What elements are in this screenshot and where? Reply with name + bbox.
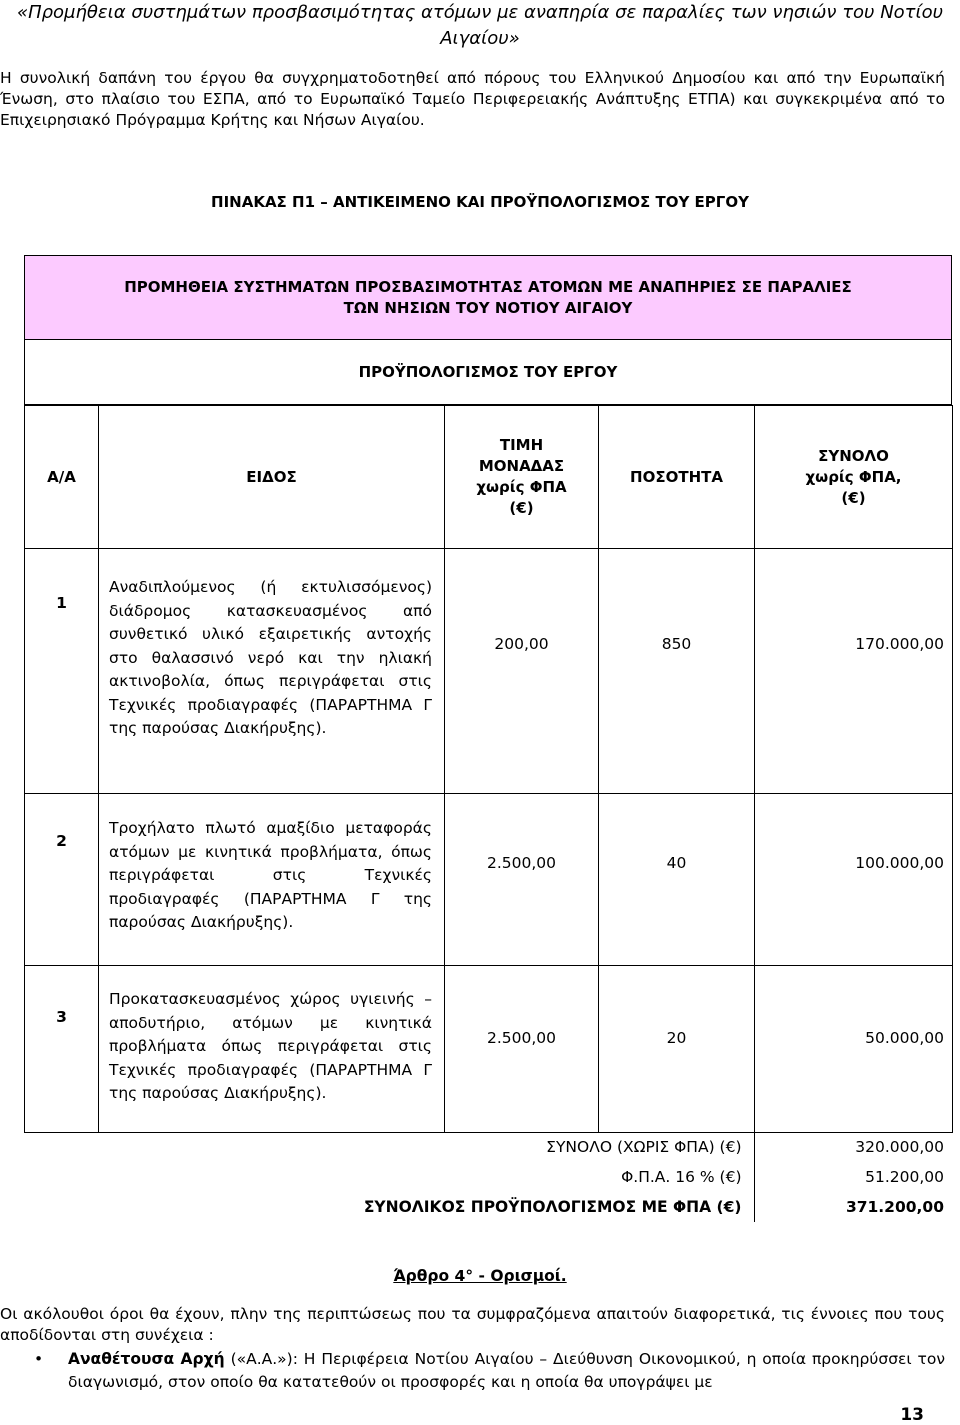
summary-table [24, 1132, 952, 1222]
project-title-line-2: ΤΩΝ ΝΗΣΙΩΝ ΤΟΥ ΝΟΤΙΟΥ ΑΙΓΑΙΟΥ [343, 298, 633, 317]
row-item-description [99, 549, 445, 794]
summary-value: 371.200,00 [845, 1198, 944, 1216]
col-header-unit-price-line: ΜΟΝΑΔΑΣ [478, 457, 565, 475]
row-item-text: Αναδιπλούμενος (ή εκτυλισσόμενος) διάδρομος κατασκευασμένος από συνθετικό υλικό εξαιρετικής αντοχής στο θαλασσινό νερό και την ηλιακή ακτινοβολία, όπως περιγράφεται στις Τεχνικές προδιαγραφές (ΠΑΡΑΡΤΗΜΑ Γ της παρούσας Διακήρυξης). [109, 578, 432, 737]
document-header [0, 0, 960, 52]
row-aa-value: 1 [56, 594, 67, 612]
table-row [25, 549, 953, 794]
row-item-text: Τροχήλατο πλωτό αμαξίδιο μεταφοράς ατόμων με κινητικά προβλήματα, όπως περιγράφεται στις Τεχνικές προδιαγραφές (ΠΑΡΑΡΤΗΜΑ Γ της παρούσας Διακήρυξης). [109, 819, 432, 931]
col-header-total-line: ΣΥΝΟΛΟ [818, 446, 889, 465]
definition-text: («Α.Α.»): Η Περιφέρεια Νοτίου Αιγαίου – Διεύθυνση Οικονομικού, η οποία προκηρύσσει τον διαγωνισμό, στον οποίο θα κατατεθούν οι προσφορές και η οποία θα υπογράψει με [68, 1350, 945, 1391]
header-line-2: Αιγαίου» [440, 28, 520, 49]
row-quantity [599, 549, 755, 794]
summary-row [24, 1162, 952, 1192]
table-title: ΠΙΝΑΚΑΣ Π1 – ΑΝΤΙΚΕΙΜΕΝΟ ΚΑΙ ΠΡΟΫΠΟΛΟΓΙΣΜΟΣ ΤΟΥ ΕΡΓΟΥ [211, 193, 749, 211]
row-aa [25, 794, 99, 966]
row-total-value: 50.000,00 [865, 1029, 944, 1047]
table-row [25, 794, 953, 966]
budget-table [24, 405, 953, 1133]
col-header-unit-price-line: (€) [509, 499, 534, 517]
col-header-item: ΕΙΔΟΣ [99, 406, 445, 549]
col-header-unit-price [445, 406, 599, 549]
row-quantity-value: 40 [666, 854, 687, 872]
row-quantity [599, 794, 755, 966]
row-quantity-value: 850 [661, 635, 692, 653]
col-header-quantity: ΠΟΣΟΤΗΤΑ [599, 406, 755, 549]
summary-value: 51.200,00 [865, 1168, 944, 1186]
row-aa [25, 549, 99, 794]
row-aa [25, 966, 99, 1133]
bullet-icon: • [34, 1350, 44, 1368]
summary-label: ΣΥΝΟΛΟ (ΧΩΡΙΣ ΦΠΑ) (€) [24, 1132, 754, 1162]
definition-term: Αναθέτουσα Αρχή [68, 1350, 225, 1368]
row-item-text: Προκατασκευασμένος χώρος υγιεινής – αποδυτήριο, ατόμων με κινητικά προβλήματα όπως περιγράφεται στις Τεχνικές προδιαγραφές (ΠΑΡΑΡΤΗΜΑ Γ της παρούσας Διακήρυξης). [109, 990, 432, 1102]
header-line-1: «Προμήθεια συστημάτων προσβασιμότητας ατόμων με αναπηρία σε παραλίες των νησιών του Νοτίου [16, 2, 944, 23]
row-aa-value: 2 [56, 832, 67, 850]
row-unit-price [445, 549, 599, 794]
intro-paragraph: Η συνολική δαπάνη του έργου θα συγχρηματοδοτηθεί από πόρους του Ελληνικού Δημοσίου και από την Ευρωπαϊκή Ένωση, στο πλαίσιο του ΕΣΠΑ, από το Ευρωπαϊκό Ταμείο Περιφερειακής Ανάπτυξης ΕΤΠΑ) και συγκεκριμένα από το Επιχειρησιακό Πρόγραμμα Κρήτης και Νήσων Αιγαίου. [0, 69, 945, 129]
row-unit-price [445, 794, 599, 966]
row-quantity [599, 966, 755, 1133]
summary-label: Φ.Π.Α. 16 % (€) [24, 1162, 754, 1192]
row-unit-price-value: 200,00 [494, 635, 549, 653]
definition-list-item [30, 1348, 945, 1394]
row-item-description [99, 794, 445, 966]
col-header-total-line: χωρίς ΦΠΑ, [805, 467, 902, 486]
row-item-description [99, 966, 445, 1133]
table-row [25, 966, 953, 1133]
col-header-total-line: (€) [841, 488, 866, 507]
row-total [755, 549, 953, 794]
row-unit-price-value: 2.500,00 [486, 1029, 557, 1047]
col-header-unit-price-line: χωρίς ΦΠΑ [476, 478, 567, 496]
row-total [755, 794, 953, 966]
col-header-unit-price-line: ΤΙΜΗ [499, 436, 544, 454]
row-total-value: 170.000,00 [855, 635, 944, 653]
row-total-value: 100.000,00 [855, 854, 944, 872]
summary-value: 320.000,00 [855, 1138, 944, 1156]
table-header-row [25, 406, 953, 549]
budget-heading: ΠΡΟΫΠΟΛΟΓΙΣΜΟΣ ΤΟΥ ΕΡΓΟΥ [24, 340, 952, 405]
summary-label: ΣΥΝΟΛΙΚΟΣ ΠΡΟΫΠΟΛΟΓΙΣΜΟΣ ΜΕ ΦΠΑ (€) [24, 1192, 754, 1222]
col-header-total [755, 406, 953, 549]
col-header-aa: Α/Α [25, 406, 99, 549]
summary-row-grand-total [24, 1192, 952, 1222]
page-number: 13 [900, 1405, 924, 1425]
definitions-intro: Οι ακόλουθοι όροι θα έχουν, πλην της περιπτώσεως που τα συμφραζόμενα απαιτούν διαφορετικά, τις έννοιες που τους αποδίδονται στη συνέχεια : [0, 1305, 945, 1344]
row-unit-price-value: 2.500,00 [486, 854, 557, 872]
row-total [755, 966, 953, 1133]
row-aa-value: 3 [56, 1008, 67, 1026]
row-quantity-value: 20 [666, 1029, 687, 1047]
project-title-line-1: ΠΡΟΜΗΘΕΙΑ ΣΥΣΤΗΜΑΤΩΝ ΠΡΟΣΒΑΣΙΜΟΤΗΤΑΣ ΑΤΟΜΩΝ ΜΕ ΑΝΑΠΗΡΙΕΣ ΣΕ ΠΑΡΑΛΙΕΣ [124, 277, 852, 296]
project-title-box [24, 255, 952, 340]
row-unit-price [445, 966, 599, 1133]
article-heading: Άρθρο 4° - Ορισμοί. [393, 1267, 567, 1285]
summary-row [24, 1132, 952, 1162]
